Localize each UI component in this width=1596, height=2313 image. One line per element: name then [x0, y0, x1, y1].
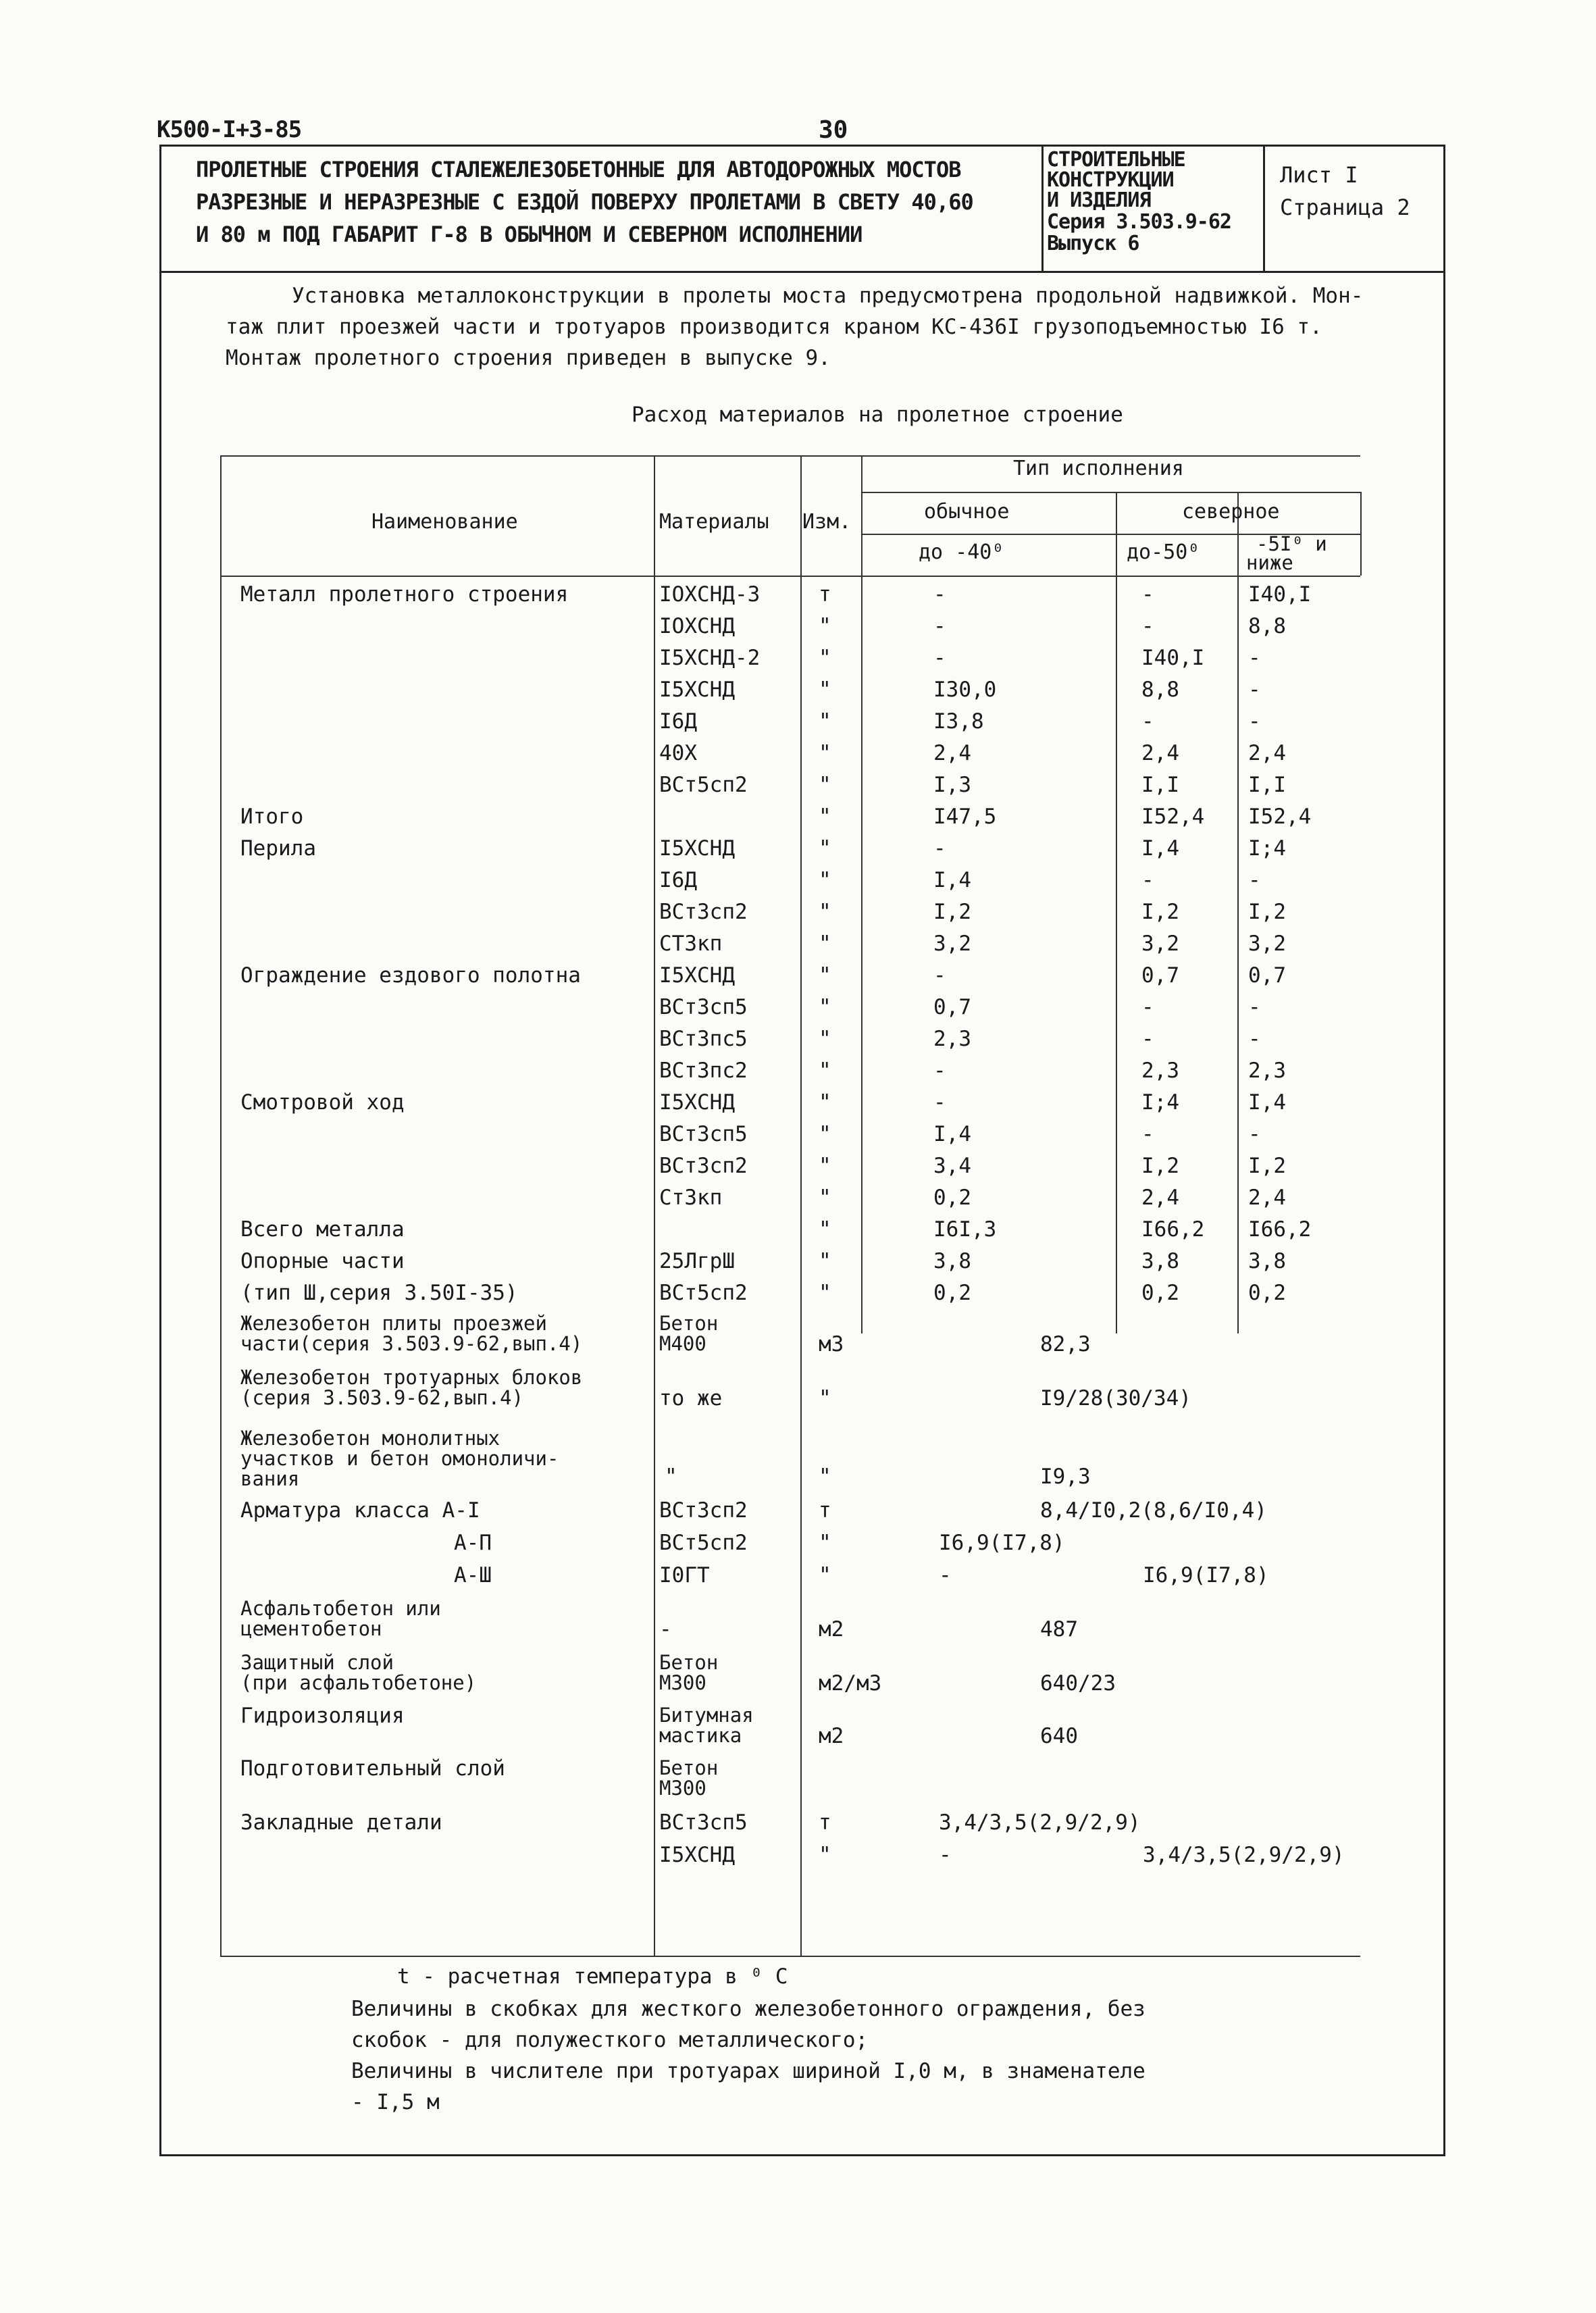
- row-northern-50: I40,I: [1141, 646, 1205, 670]
- row-northern-51: 8,8: [1248, 614, 1286, 638]
- footnote-4: Величины в числителе при тротуарах шириной I,0 м, в знаменателе: [351, 2059, 1145, 2083]
- row-unit: ": [819, 1186, 831, 1210]
- row-northern-50: 8,8: [1141, 678, 1179, 702]
- mono-unit: ": [819, 1465, 831, 1489]
- row-material: IОХСНД: [659, 614, 735, 638]
- footnote-1: t - расчетная температура в ⁰ С: [397, 1964, 788, 1989]
- row-unit: ": [819, 868, 831, 892]
- series-line-3: И ИЗДЕЛИЯ: [1047, 188, 1151, 212]
- rebar-value: 8,4/I0,2(8,6/I0,4): [1040, 1498, 1267, 1523]
- prep-mat-2: М300: [659, 1777, 706, 1800]
- row-northern-50: -: [1141, 582, 1154, 607]
- hydro-mat-2: мастика: [659, 1724, 742, 1747]
- row-northern-51: -: [1248, 1027, 1261, 1051]
- row-ordinary: I,4: [933, 1122, 971, 1146]
- row-unit: ": [819, 1249, 831, 1273]
- asphalt-value: 487: [1040, 1617, 1078, 1642]
- row-unit: ": [819, 1154, 831, 1178]
- row-ordinary: 0,2: [933, 1281, 971, 1305]
- row-unit: ": [819, 709, 831, 734]
- plates-mat-2: М400: [659, 1332, 706, 1355]
- header-divider-2: [1263, 145, 1265, 272]
- row-ordinary: -: [933, 963, 946, 988]
- row-northern-50: -: [1141, 614, 1154, 638]
- row-material: I5ХСНД: [659, 1090, 735, 1115]
- row-ordinary: -: [933, 646, 946, 670]
- header-title-line-2: РАЗРЕЗНЫЕ И НЕРАЗРЕЗНЫЕ С ЕЗДОЙ ПОВЕРХУ ПРОЛЕТАМИ В СВЕТУ 40,60: [196, 189, 973, 215]
- row-northern-51: 0,2: [1248, 1281, 1286, 1305]
- footnote-5: - I,5 м: [351, 2090, 440, 2114]
- row-northern-51: 2,4: [1248, 1186, 1286, 1210]
- row-ordinary: -: [933, 1090, 946, 1115]
- row-northern-50: I,I: [1141, 773, 1179, 797]
- series-line-4: Серия 3.503.9-62: [1047, 210, 1231, 234]
- row-unit: ": [819, 805, 831, 829]
- rebar-mat: ВСт3сп2: [659, 1498, 748, 1523]
- row-unit: ": [819, 678, 831, 702]
- row-material: ВСт5сп2: [659, 773, 748, 797]
- table-head-bottom: [220, 576, 1360, 577]
- row-northern-50: I;4: [1141, 1090, 1179, 1115]
- row-unit: ": [819, 741, 831, 765]
- row-northern-51: 0,7: [1248, 963, 1286, 988]
- row-northern-50: I52,4: [1141, 805, 1205, 829]
- asphalt-unit: м2: [819, 1617, 844, 1642]
- row-unit: ": [819, 1027, 831, 1051]
- row-ordinary: I,3: [933, 773, 971, 797]
- embedded2-ordinary: -: [939, 1843, 952, 1867]
- row-northern-51: -: [1248, 1122, 1261, 1146]
- rebar-name: Арматура класса А-I: [240, 1498, 480, 1523]
- series-line-5: Выпуск 6: [1047, 232, 1139, 255]
- temp-1-header: до -40⁰: [919, 540, 1004, 564]
- row-northern-51: 3,2: [1248, 932, 1286, 956]
- hydro-value: 640: [1040, 1724, 1078, 1748]
- plates-unit: м3: [819, 1332, 844, 1356]
- hydro-unit: м2: [819, 1724, 844, 1748]
- row-northern-51: I,I: [1248, 773, 1286, 797]
- table-col-northern: [1237, 492, 1239, 1333]
- row-unit: ": [819, 1122, 831, 1146]
- prep-name: Подготовительный слой: [240, 1756, 505, 1781]
- col-type-header: Тип исполнения: [1013, 457, 1184, 480]
- row-ordinary: 0,2: [933, 1186, 971, 1210]
- row-unit: ": [819, 995, 831, 1019]
- row-northern-51: -: [1248, 995, 1261, 1019]
- row-material: ВСт3пс2: [659, 1059, 748, 1083]
- row-northern-51: -: [1248, 709, 1261, 734]
- asphalt-name-1: Асфальтобетон или: [240, 1597, 441, 1620]
- row-material: I5ХСНД-2: [659, 646, 761, 670]
- series-line-2: КОНСТРУКЦИИ: [1047, 168, 1174, 192]
- hydro-name: Гидроизоляция: [240, 1704, 405, 1728]
- row-northern-50: -: [1141, 1027, 1154, 1051]
- row-material: I5ХСНД: [659, 836, 735, 861]
- header-title-line-1: ПРОЛЕТНЫЕ СТРОЕНИЯ СТАЛЕЖЕЛЕЗОБЕТОННЫЕ ДЛЯ АВТОДОРОЖНЫХ МОСТОВ: [196, 157, 961, 182]
- row-material: I6Д: [659, 709, 697, 734]
- row-name: Итого: [240, 805, 304, 829]
- row-material: I5ХСНД: [659, 678, 735, 702]
- row-northern-51: 2,3: [1248, 1059, 1286, 1083]
- rebar2-value: I6,9(I7,8): [939, 1531, 1065, 1555]
- prep-mat-1: Бетон: [659, 1756, 719, 1779]
- row-material: I6Д: [659, 868, 697, 892]
- row-ordinary: I,2: [933, 900, 971, 924]
- table-col-right: [1360, 492, 1362, 576]
- row-ordinary: 0,7: [933, 995, 971, 1019]
- row-ordinary: 2,4: [933, 741, 971, 765]
- col-unit-header: Изм.: [802, 510, 852, 534]
- row-material: ВСт3сп2: [659, 900, 748, 924]
- temp-3-header-b: ниже: [1246, 551, 1293, 574]
- rebar3-mat: I0ГТ: [659, 1563, 710, 1587]
- row-ordinary: I3,8: [933, 709, 984, 734]
- sidewalk-name-2: (серия 3.503.9-62,вып.4): [240, 1386, 524, 1409]
- row-material: СТ3кп: [659, 932, 723, 956]
- embedded-mat: ВСт3сп5: [659, 1810, 748, 1835]
- col-northern-header: северное: [1182, 500, 1280, 524]
- row-unit: ": [819, 900, 831, 924]
- mono-name-1: Железобетон монолитных: [240, 1427, 500, 1450]
- table-col-left: [220, 455, 222, 1956]
- table-bottom-border: [220, 1956, 1360, 1957]
- row-northern-50: 0,2: [1141, 1281, 1179, 1305]
- row-ordinary: -: [933, 614, 946, 638]
- header-separator: [159, 271, 1445, 273]
- row-northern-51: I66,2: [1248, 1217, 1312, 1242]
- rebar3-unit: ": [819, 1563, 831, 1587]
- embedded2-unit: ": [819, 1843, 831, 1867]
- row-northern-50: -: [1141, 1122, 1154, 1146]
- protect-value: 640/23: [1040, 1671, 1116, 1696]
- page-label: Страница 2: [1280, 195, 1410, 220]
- row-unit: ": [819, 1090, 831, 1115]
- protect-unit: м2/м3: [819, 1671, 882, 1696]
- row-northern-51: 3,8: [1248, 1249, 1286, 1273]
- row-northern-50: I,2: [1141, 1154, 1179, 1178]
- header-title-line-3: И 80 м ПОД ГАБАРИТ Г-8 В ОБЫЧНОМ И СЕВЕРНОМ ИСПОЛНЕНИИ: [196, 222, 863, 247]
- col-name-header: Наименование: [371, 510, 518, 534]
- protect-name-2: (при асфальтобетоне): [240, 1671, 477, 1694]
- page-number: 30: [819, 116, 848, 144]
- row-material: IОХСНД-3: [659, 582, 761, 607]
- row-ordinary: I47,5: [933, 805, 997, 829]
- temp-3-header-a: -5I⁰ и: [1256, 532, 1327, 555]
- row-material: I5ХСНД: [659, 963, 735, 988]
- row-ordinary: I30,0: [933, 678, 997, 702]
- table-top-border: [220, 455, 1360, 457]
- rebar2-unit: ": [819, 1531, 831, 1555]
- row-ordinary: 3,4: [933, 1154, 971, 1178]
- row-unit: т: [819, 582, 831, 607]
- row-northern-50: -: [1141, 868, 1154, 892]
- row-name: (тип Ш,серия 3.50I-35): [240, 1281, 518, 1305]
- row-northern-51: 2,4: [1248, 741, 1286, 765]
- temp-2-header: до-50⁰: [1127, 540, 1200, 564]
- asphalt-mat: -: [659, 1617, 672, 1642]
- plates-name-1: Железобетон плиты проезжей: [240, 1312, 547, 1335]
- row-northern-51: I,2: [1248, 900, 1286, 924]
- embedded2-value: 3,4/3,5(2,9/2,9): [1143, 1843, 1345, 1867]
- protect-name-1: Защитный слой: [240, 1651, 394, 1674]
- document-code: К500-I+3-85: [157, 116, 302, 143]
- row-name: Всего металла: [240, 1217, 405, 1242]
- intro-line-1: Установка металлоконструкции в пролеты моста предусмотрена продольной надвижкой. Мон-: [292, 284, 1364, 308]
- row-ordinary: 3,2: [933, 932, 971, 956]
- row-name: Металл пролетного строения: [240, 582, 569, 607]
- mono-name-2: участков и бетон омоноличи-: [240, 1447, 559, 1470]
- sidewalk-unit: ": [819, 1386, 831, 1410]
- sidewalk-value: I9/28(30/34): [1040, 1386, 1191, 1410]
- row-northern-50: 3,2: [1141, 932, 1179, 956]
- mono-mat: ": [665, 1465, 677, 1489]
- row-ordinary: I,4: [933, 868, 971, 892]
- plates-mat-1: Бетон: [659, 1312, 719, 1335]
- plates-name-2: части(серия 3.503.9-62,вып.4): [240, 1332, 583, 1355]
- rebar3-value: I6,9(I7,8): [1143, 1563, 1269, 1587]
- row-northern-50: -: [1141, 709, 1154, 734]
- rebar-unit: т: [819, 1498, 831, 1523]
- row-unit: ": [819, 836, 831, 861]
- row-ordinary: -: [933, 836, 946, 861]
- row-ordinary: 3,8: [933, 1249, 971, 1273]
- row-unit: ": [819, 963, 831, 988]
- table-col-ordinary: [1116, 492, 1117, 1333]
- table-caption: Расход материалов на пролетное строение: [632, 403, 1123, 427]
- row-unit: ": [819, 1059, 831, 1083]
- table-col-material: [654, 455, 655, 1956]
- mono-value: I9,3: [1040, 1465, 1091, 1489]
- row-northern-50: 2,4: [1141, 741, 1179, 765]
- embedded-unit: т: [819, 1810, 831, 1835]
- row-material: ВСт3сп5: [659, 1122, 748, 1146]
- row-northern-51: I52,4: [1248, 805, 1312, 829]
- intro-line-2: таж плит проезжей части и тротуаров производится краном КС-436I грузоподъемностью I6 т.: [226, 315, 1322, 339]
- row-name: Смотровой ход: [240, 1090, 405, 1115]
- row-northern-50: 2,3: [1141, 1059, 1179, 1083]
- row-material: ВСт3пс5: [659, 1027, 748, 1051]
- protect-mat-2: М300: [659, 1671, 706, 1694]
- row-unit: ": [819, 773, 831, 797]
- rebar2-mat: ВСт5сп2: [659, 1531, 748, 1555]
- row-northern-51: I40,I: [1248, 582, 1312, 607]
- embedded-name: Закладные детали: [240, 1810, 442, 1835]
- row-northern-51: I,2: [1248, 1154, 1286, 1178]
- row-ordinary: -: [933, 1059, 946, 1083]
- footnote-2: Величины в скобках для жесткого железобетонного ограждения, без: [351, 1997, 1145, 2021]
- embedded-value: 3,4/3,5(2,9/2,9): [939, 1810, 1141, 1835]
- row-material: ВСт3сп2: [659, 1154, 748, 1178]
- row-northern-50: I,2: [1141, 900, 1179, 924]
- row-material: ВСт3сп5: [659, 995, 748, 1019]
- row-unit: ": [819, 932, 831, 956]
- asphalt-name-2: цементобетон: [240, 1617, 382, 1640]
- sidewalk-name-1: Железобетон тротуарных блоков: [240, 1366, 583, 1389]
- footnote-3: скобок - для полужесткого металлического;: [351, 2028, 869, 2052]
- row-material: ВСт5сп2: [659, 1281, 748, 1305]
- table-col-unit: [800, 455, 802, 1956]
- protect-mat-1: Бетон: [659, 1651, 719, 1674]
- row-northern-51: I,4: [1248, 1090, 1286, 1115]
- row-northern-50: 0,7: [1141, 963, 1179, 988]
- row-material: 40Х: [659, 741, 697, 765]
- header-divider-1: [1041, 145, 1044, 272]
- row-unit: ": [819, 614, 831, 638]
- row-northern-51: -: [1248, 868, 1261, 892]
- rebar3-name: А-Ш: [454, 1563, 492, 1587]
- rebar2-name: А-П: [454, 1531, 492, 1555]
- row-northern-51: -: [1248, 646, 1261, 670]
- series-line-1: СТРОИТЕЛЬНЫЕ: [1047, 148, 1185, 172]
- mono-name-3: вания: [240, 1467, 300, 1490]
- table-col-values: [861, 455, 863, 1333]
- row-ordinary: -: [933, 582, 946, 607]
- row-ordinary: I6I,3: [933, 1217, 997, 1242]
- row-material: Ст3кп: [659, 1186, 723, 1210]
- row-name: Ограждение ездового полотна: [240, 963, 581, 988]
- plates-value: 82,3: [1040, 1332, 1091, 1356]
- row-northern-50: 2,4: [1141, 1186, 1179, 1210]
- row-northern-50: I66,2: [1141, 1217, 1205, 1242]
- sheet-label: Лист I: [1280, 162, 1358, 188]
- row-northern-50: 3,8: [1141, 1249, 1179, 1273]
- row-material: 25ЛгрШ: [659, 1249, 735, 1273]
- rebar3-ordinary: -: [939, 1563, 952, 1587]
- row-ordinary: 2,3: [933, 1027, 971, 1051]
- col-ordinary-header: обычное: [924, 500, 1010, 524]
- row-name: Перила: [240, 836, 316, 861]
- table-type-rule: [861, 492, 1360, 493]
- sidewalk-mat: то же: [659, 1386, 723, 1410]
- col-material-header: Материалы: [659, 510, 769, 534]
- row-unit: ": [819, 1217, 831, 1242]
- row-northern-50: I,4: [1141, 836, 1179, 861]
- row-unit: ": [819, 646, 831, 670]
- intro-line-3: Монтаж пролетного строения приведен в выпуске 9.: [226, 346, 831, 370]
- row-northern-50: -: [1141, 995, 1154, 1019]
- row-unit: ": [819, 1281, 831, 1305]
- row-northern-51: -: [1248, 678, 1261, 702]
- row-name: Опорные части: [240, 1249, 405, 1273]
- hydro-mat-1: Битумная: [659, 1704, 754, 1727]
- embedded2-mat: I5ХСНД: [659, 1843, 735, 1867]
- row-northern-51: I;4: [1248, 836, 1286, 861]
